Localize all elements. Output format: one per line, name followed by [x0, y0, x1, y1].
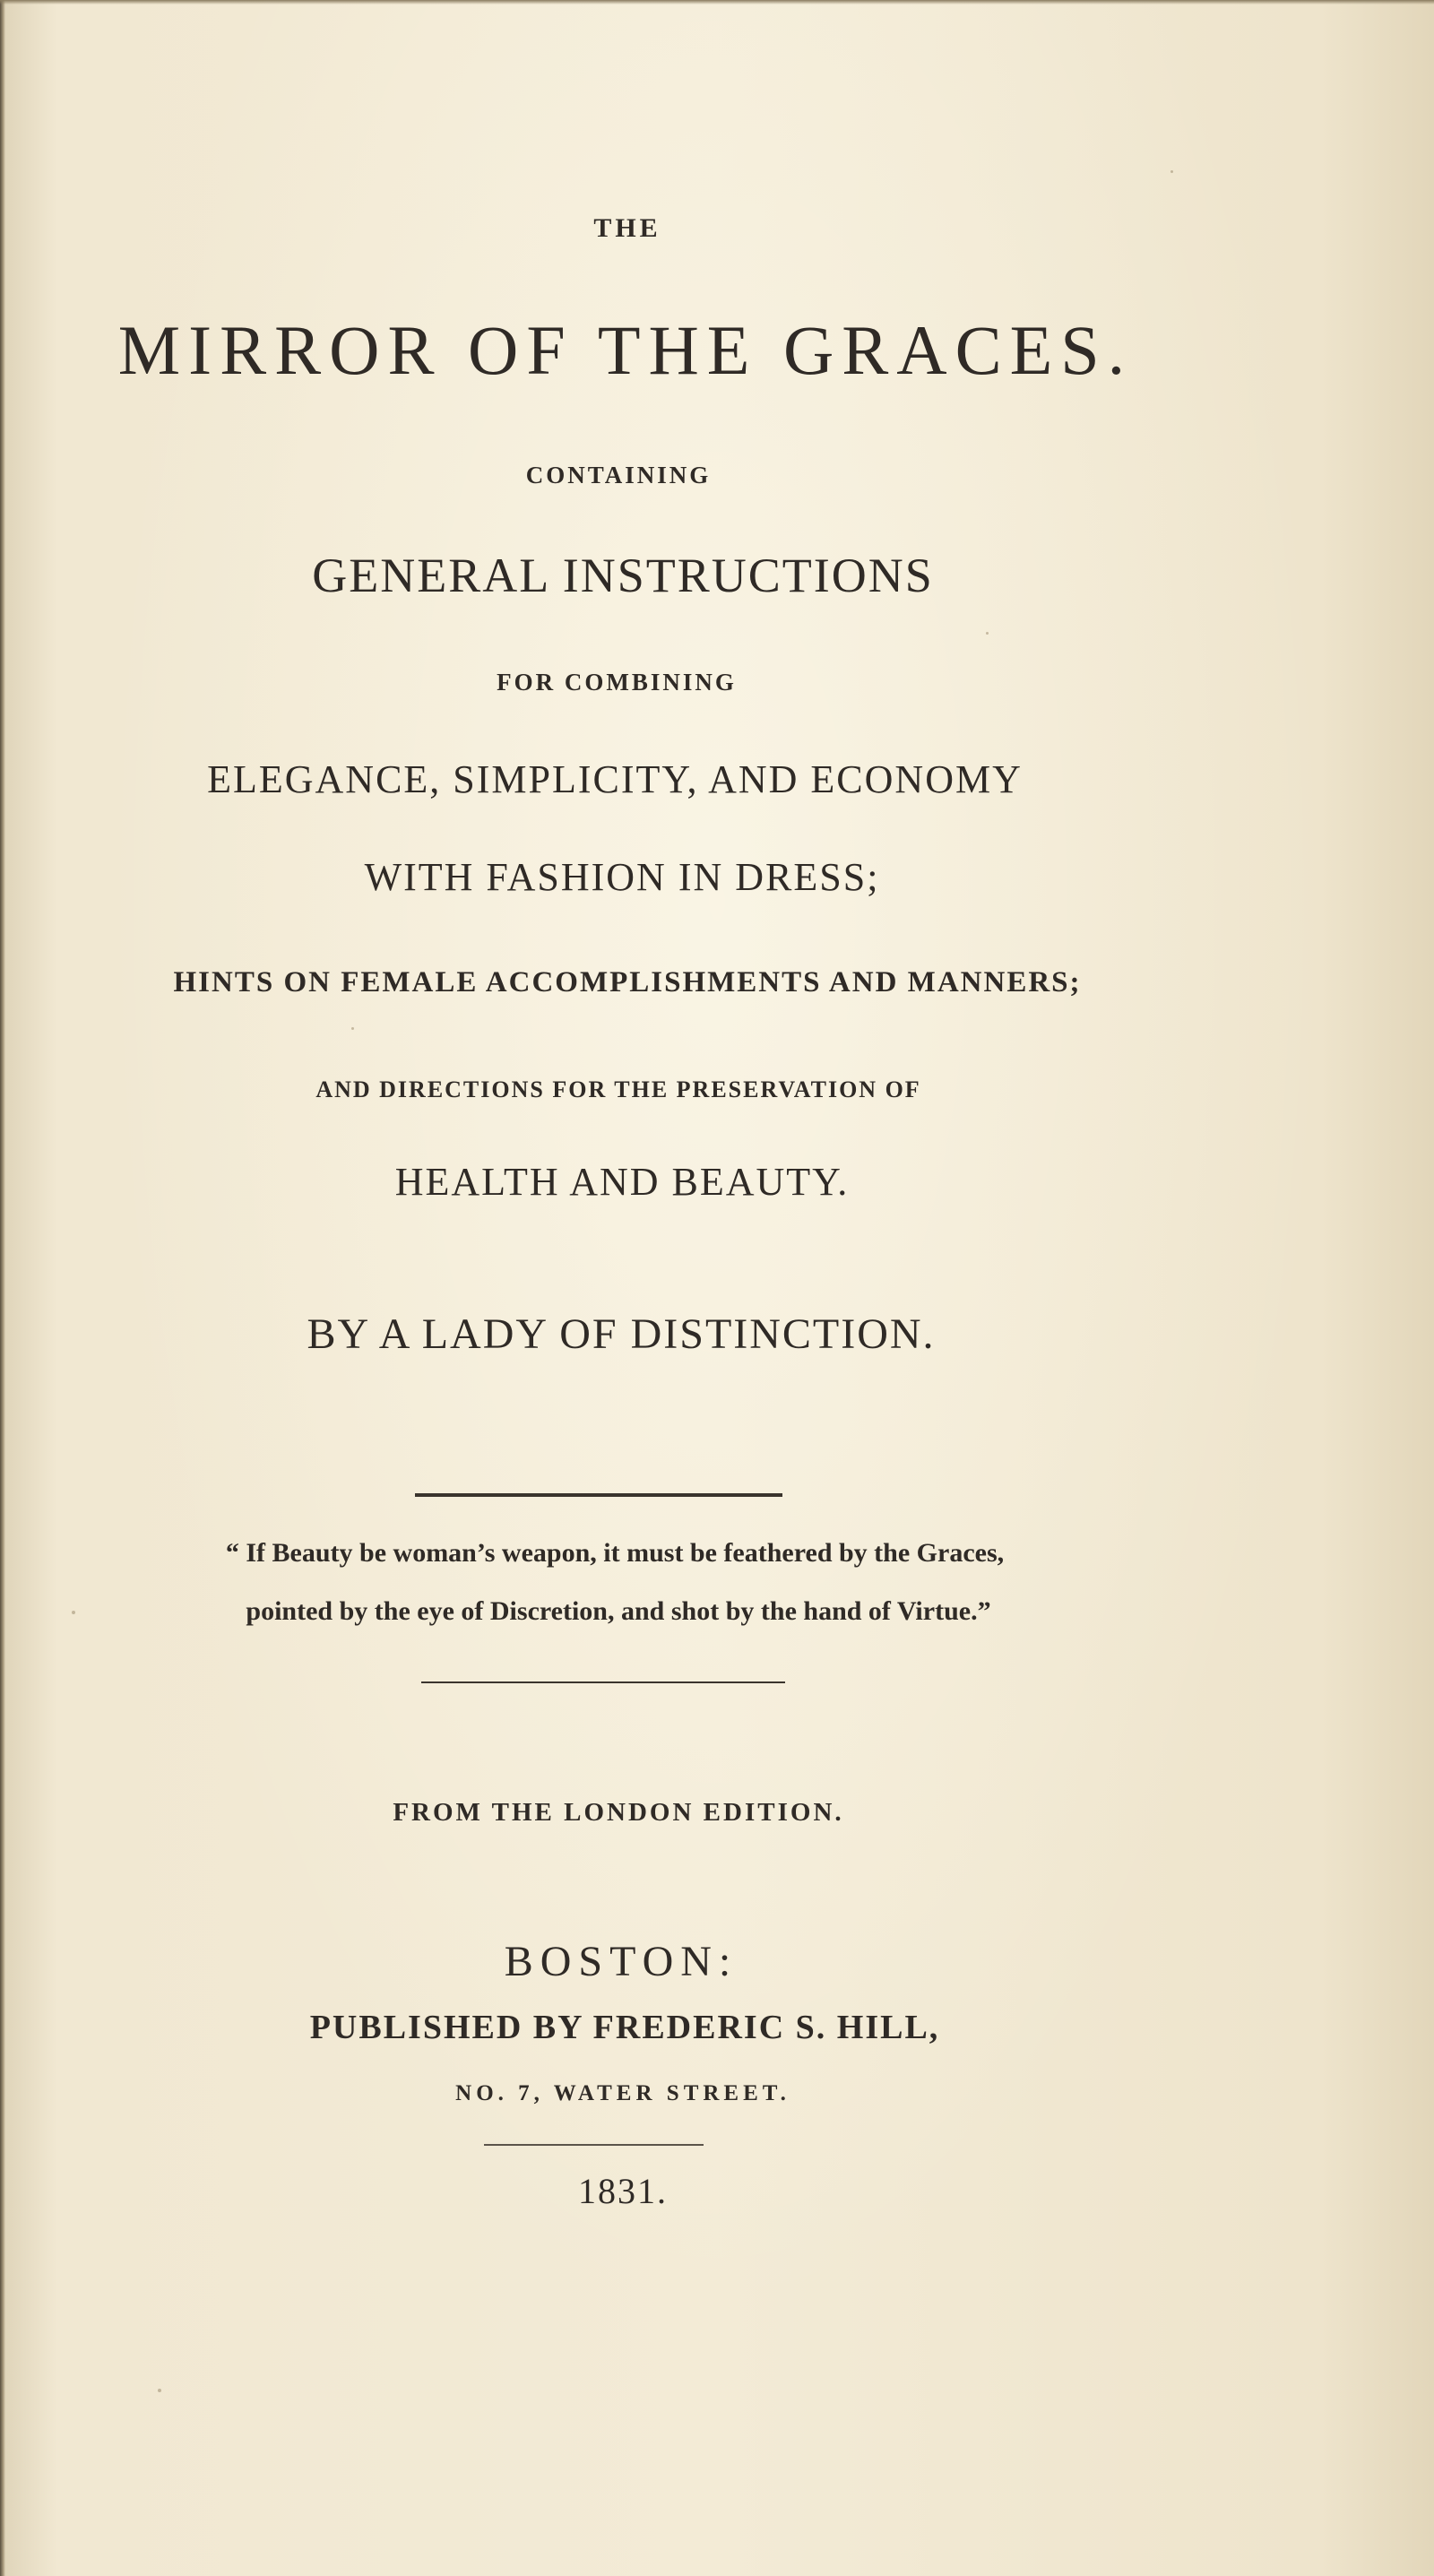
imprint-publisher: PUBLISHED BY FREDERIC S. HILL, [309, 2009, 940, 2046]
page-top-edge [0, 0, 1434, 4]
subtitle-general-instructions: GENERAL INSTRUCTIONS [312, 549, 934, 602]
imprint-city: BOSTON: [504, 1938, 739, 1985]
edition-line: FROM THE LONDON EDITION. [393, 1798, 844, 1827]
for-combining-label: FOR COMBINING [497, 669, 737, 696]
imprint-year: 1831. [578, 2171, 668, 2211]
paper-speck [351, 1027, 354, 1030]
epigraph-line-1: “ If Beauty be woman’s weapon, it must be feathered by the Graces, [225, 1538, 1005, 1568]
rule-above-epigraph [415, 1493, 782, 1497]
paper-speck [1171, 170, 1173, 173]
rule-above-year [484, 2144, 704, 2146]
paper-speck [72, 1611, 75, 1614]
subtitle-hints: HINTS ON FEMALE ACCOMPLISHMENTS AND MANNERS; [173, 966, 1082, 998]
subtitle-fashion: WITH FASHION IN DRESS; [364, 855, 880, 899]
imprint-address: NO. 7, WATER STREET. [455, 2081, 790, 2105]
title-article: THE [593, 213, 661, 243]
rule-below-epigraph [421, 1681, 785, 1683]
subtitle-health: HEALTH AND BEAUTY. [394, 1160, 850, 1204]
subtitle-elegance: ELEGANCE, SIMPLICITY, AND ECONOMY [207, 757, 1023, 801]
paper-speck [158, 2389, 161, 2392]
epigraph-line-2: pointed by the eye of Discretion, and shot by the hand of Virtue.” [246, 1596, 991, 1626]
containing-label: CONTAINING [525, 462, 712, 488]
subtitle-directions: AND DIRECTIONS FOR THE PRESERVATION OF [315, 1076, 921, 1102]
paper-speck [986, 632, 989, 635]
author-line: BY A LADY OF DISTINCTION. [307, 1310, 936, 1358]
book-title: MIRROR OF THE GRACES. [117, 311, 1134, 389]
